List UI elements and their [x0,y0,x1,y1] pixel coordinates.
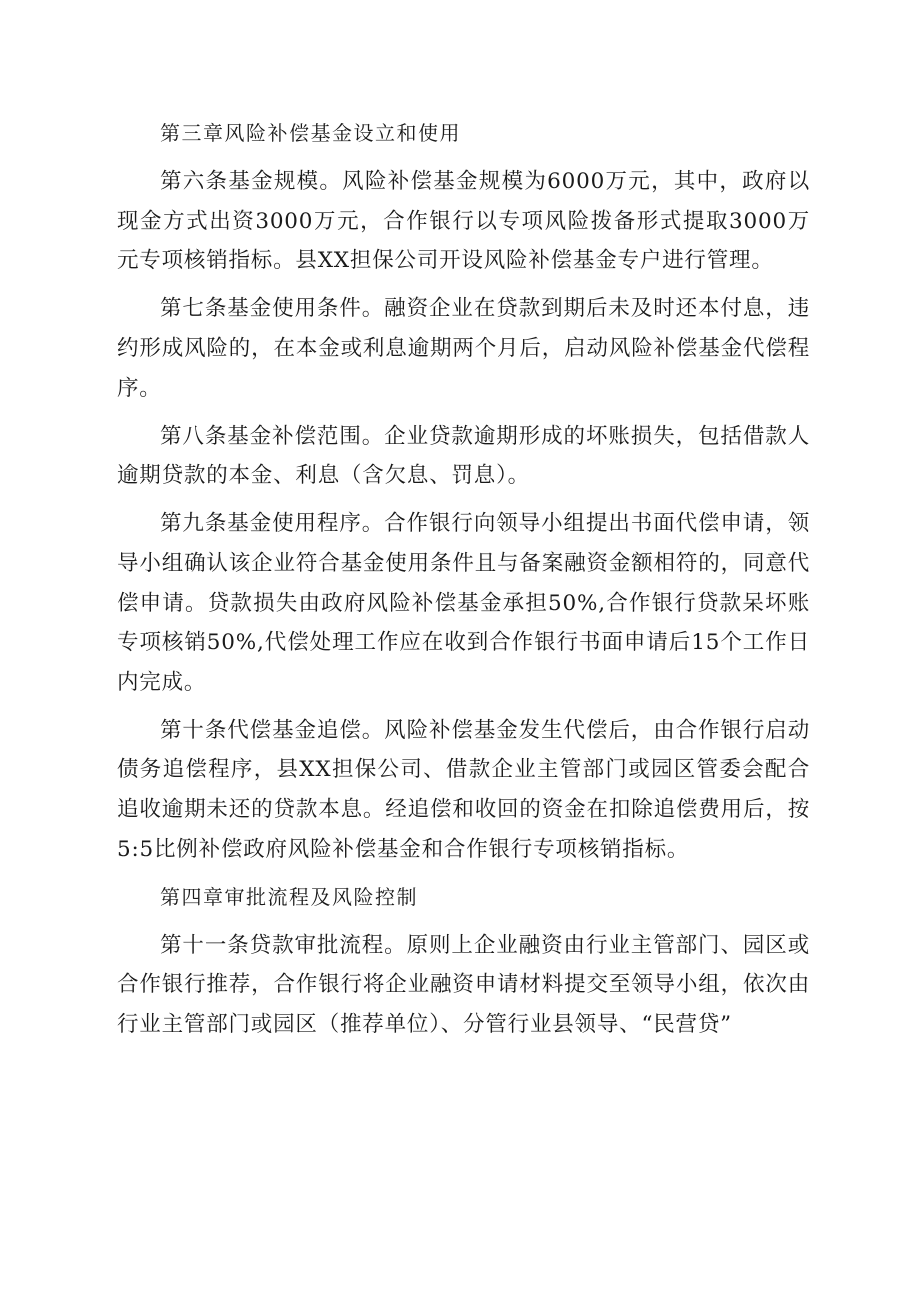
article-seven-paragraph: 第七条基金使用条件。融资企业在贷款到期后未及时还本付息，违约形成风险的，在本金或利息逾期两个月后，启动风险补偿基金代偿程序。 [117,296,810,401]
chapter-three-heading: 第三章风险补偿基金设立和使用 [160,121,461,145]
article-eight-paragraph: 第八条基金补偿范围。企业贷款逾期形成的坏账损失，包括借款人逾期贷款的本金、利息（含欠息、罚息）。 [117,423,810,489]
article-eleven-paragraph: 第十一条贷款审批流程。原则上企业融资由行业主管部门、园区或合作银行推荐，合作银行将企业融资申请材料提交至领导小组，依次由行业主管部门或园区（推荐单位）、分管行业县领导、“民营贷” [117,932,810,1037]
article-nine-paragraph: 第九条基金使用程序。合作银行向领导小组提出书面代偿申请，领导小组确认该企业符合基金使用条件且与备案融资金额相符的，同意代偿申请。贷款损失由政府风险补偿基金承担50%,合作银行贷款呆坏账专项核销50%,代偿处理工作应在收到合作银行书面申请后15个工作日内完成。 [117,511,810,695]
chapter-four-heading: 第四章审批流程及风险控制 [160,884,418,909]
article-ten-paragraph: 第十条代偿基金追偿。风险补偿基金发生代偿后，由合作银行启动债务追偿程序，县XX担保公司、借款企业主管部门或园区管委会配合追收逾期未还的贷款本息。经追偿和收回的资金在扣除追偿费用后，按5:5比例补偿政府风险补偿基金和合作银行专项核销指标。 [117,717,810,862]
article-six-paragraph: 第六条基金规模。风险补偿基金规模为6000万元，其中，政府以现金方式出资3000万元，合作银行以专项风险拨备形式提取3000万元专项核销指标。县XX担保公司开设风险补偿基金专户进行管理。 [117,169,810,274]
